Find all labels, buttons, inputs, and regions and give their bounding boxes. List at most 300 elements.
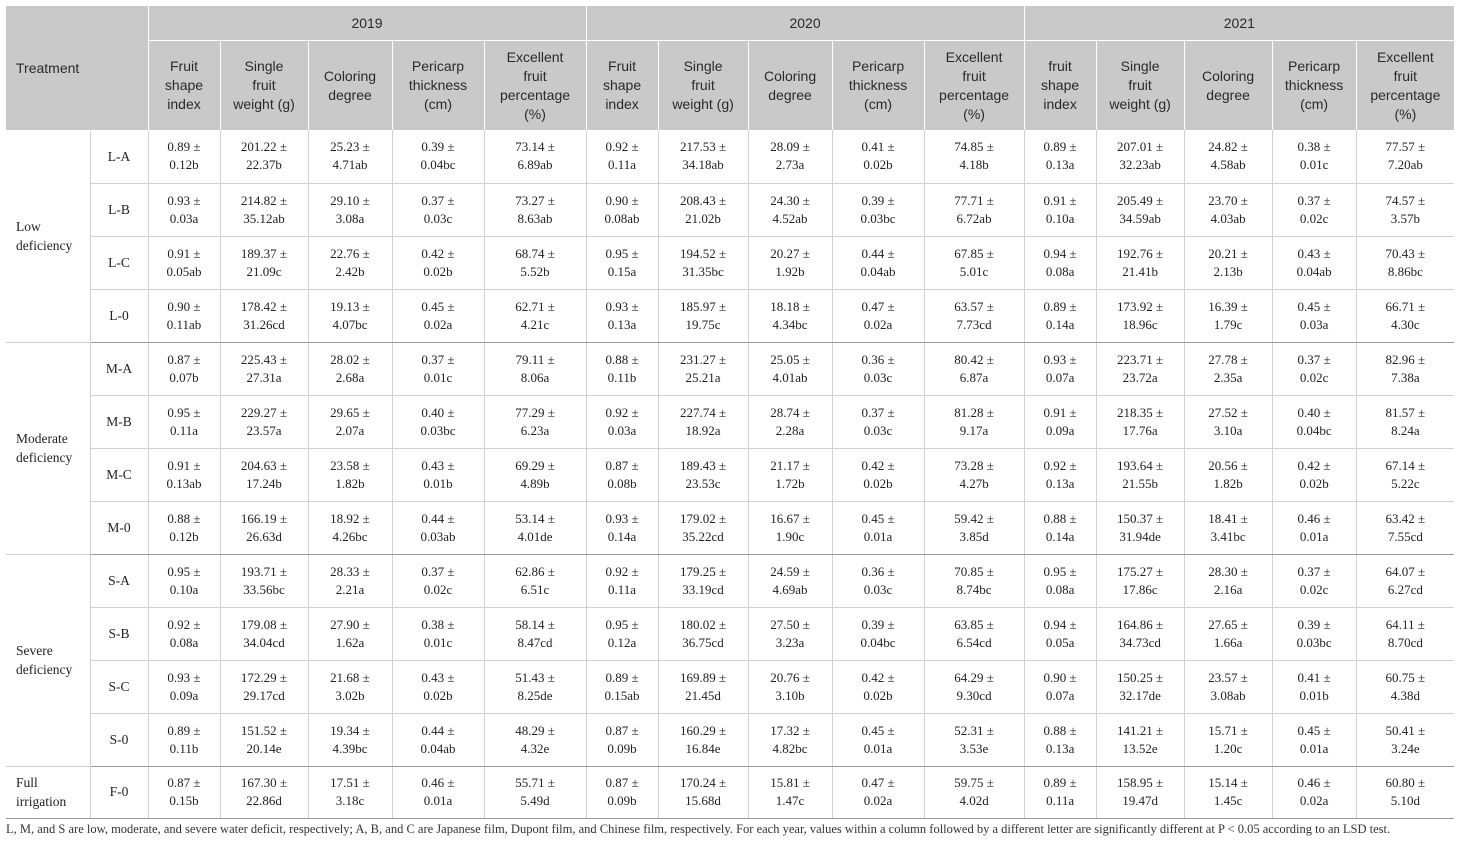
mean-value: 0.95 ± (605, 616, 639, 632)
group-label (6, 766, 90, 818)
value-cell (586, 289, 658, 342)
sd-value: 22.37b (246, 157, 282, 173)
value-cell (1024, 130, 1096, 183)
column-header-line: Coloring (763, 67, 817, 84)
mean-value: 82.96 ± (1385, 351, 1426, 367)
value-cell (148, 660, 220, 713)
value-cell (484, 448, 586, 501)
mean-value: 0.43 ± (421, 669, 455, 685)
sd-value: 8.70cd (1387, 634, 1423, 650)
sd-value: 8.74bc (956, 581, 992, 597)
value-cell (484, 713, 586, 766)
mean-value: 189.43 ± (679, 457, 727, 473)
value-cell (1024, 289, 1096, 342)
sd-value: 0.03bc (860, 210, 896, 226)
mean-value: 0.46 ± (1297, 775, 1331, 790)
value-cell (1184, 448, 1272, 501)
sd-value: 3.41bc (1210, 528, 1246, 544)
value-cell (308, 236, 392, 289)
sd-value: 8.06a (520, 369, 550, 385)
value-cell (1356, 183, 1454, 236)
sd-value: 0.04bc (420, 157, 456, 173)
sd-value: 0.05ab (166, 263, 202, 279)
mean-value: 0.95 ± (1043, 563, 1077, 579)
sd-value: 6.27cd (1387, 581, 1423, 597)
mean-value: 170.24 ± (679, 775, 727, 790)
value-cell (1184, 130, 1272, 183)
sd-value: 0.13a (1045, 740, 1075, 756)
mean-value: 19.34 ± (330, 722, 370, 738)
value-cell (308, 448, 392, 501)
table-row (6, 501, 1454, 554)
mean-value: 23.57 ± (1208, 669, 1248, 685)
sd-value: 0.11b (169, 740, 199, 756)
sd-value: 1.20c (1213, 740, 1243, 756)
value-cell (658, 395, 748, 448)
sd-value: 32.23ab (1119, 157, 1161, 173)
sd-value: 0.02a (863, 793, 893, 808)
sd-value: 27.31a (246, 369, 282, 385)
value-cell (148, 289, 220, 342)
sd-value: 0.01c (423, 369, 453, 385)
column-header-row (6, 41, 1454, 131)
sd-value: 3.08ab (1210, 687, 1246, 703)
sd-value: 1.62a (335, 634, 365, 650)
value-cell (1184, 607, 1272, 660)
sd-value: 4.39bc (332, 740, 368, 756)
table-footnote: L, M, and S are low, moderate, and severe water deficit, respectively; A, B, and C are Japanese film, Dupont film, and Chinese film, respectively. For each year, values within a column followed by a different letter are significantly different at P < 0.05 according to an LSD test. (6, 822, 1391, 836)
mean-value: 80.42 ± (954, 351, 994, 367)
sd-value: 1.79c (1213, 316, 1243, 332)
sd-value: 19.75c (685, 316, 721, 332)
sd-value: 0.02a (423, 316, 453, 332)
sd-value: 33.19cd (682, 581, 724, 597)
sd-value: 9.30cd (956, 687, 992, 703)
value-cell (392, 342, 484, 395)
value-cell (220, 289, 308, 342)
mean-value: 28.02 ± (330, 351, 370, 367)
sd-value: 0.01c (1299, 157, 1329, 173)
mean-value: 15.71 ± (1208, 722, 1248, 738)
sd-value: 7.55cd (1387, 528, 1423, 544)
sd-value: 8.25de (517, 687, 553, 703)
sd-value: 4.58ab (1210, 157, 1246, 173)
mean-value: 225.43 ± (240, 351, 288, 367)
sd-value: 0.07a (1045, 687, 1075, 703)
sd-value: 31.35bc (682, 263, 724, 279)
mean-value: 28.74 ± (770, 404, 810, 420)
mean-value: 194.52 ± (679, 245, 727, 261)
value-cell (832, 554, 924, 607)
value-cell (220, 395, 308, 448)
mean-value: 17.32 ± (770, 722, 810, 738)
sd-value: 8.63ab (517, 210, 553, 226)
value-cell (1024, 183, 1096, 236)
group-label-line: deficiency (16, 662, 73, 677)
value-cell (484, 501, 586, 554)
sd-value: 5.52b (520, 263, 550, 279)
mean-value: 217.53 ± (679, 139, 727, 155)
sd-value: 0.03c (863, 581, 893, 597)
sd-value: 23.72a (1122, 369, 1158, 385)
mean-value: 179.02 ± (679, 510, 727, 526)
mean-value: 0.40 ± (421, 404, 455, 420)
value-cell (832, 342, 924, 395)
column-header-line: Excellent (1376, 48, 1434, 65)
value-cell (832, 766, 924, 818)
table-row (6, 395, 1454, 448)
sd-value: 0.12b (169, 528, 199, 544)
value-cell (308, 766, 392, 818)
table-row (6, 660, 1454, 713)
sd-value: 2.21a (335, 581, 365, 597)
sd-value: 0.13a (1045, 157, 1075, 173)
sd-value: 0.15b (169, 793, 199, 808)
sd-value: 2.13b (1213, 263, 1243, 279)
value-cell (924, 236, 1024, 289)
mean-value: 66.71 ± (1385, 298, 1426, 314)
value-cell (586, 501, 658, 554)
mean-value: 67.85 ± (954, 245, 994, 261)
mean-value: 0.91 ± (1043, 404, 1077, 420)
value-cell (586, 766, 658, 818)
value-cell (748, 236, 832, 289)
sd-value: 0.15a (607, 263, 637, 279)
mean-value: 27.52 ± (1208, 404, 1248, 420)
value-cell (484, 766, 586, 818)
mean-value: 150.37 ± (1117, 510, 1164, 526)
value-cell (220, 236, 308, 289)
value-cell (924, 130, 1024, 183)
sd-value: 21.02b (685, 210, 721, 226)
column-header-line: (cm) (864, 96, 893, 112)
sd-value: 0.14a (607, 528, 637, 544)
sd-value: 4.52ab (772, 210, 808, 226)
column-header-line: weight (g) (233, 96, 295, 112)
value-cell (1096, 660, 1184, 713)
sd-value: 8.47cd (517, 634, 553, 650)
mean-value: 231.27 ± (679, 351, 727, 367)
sd-value: 4.02d (959, 793, 989, 808)
value-cell (1272, 766, 1356, 818)
sd-value: 4.34bc (772, 316, 808, 332)
sd-value: 0.05a (1045, 634, 1075, 650)
mean-value: 201.22 ± (240, 139, 288, 155)
value-cell (832, 660, 924, 713)
sd-value: 3.24e (1391, 740, 1420, 756)
sd-value: 15.68d (685, 793, 721, 808)
mean-value: 24.59 ± (770, 563, 810, 579)
value-cell (1096, 236, 1184, 289)
mean-value: 0.89 ± (605, 669, 639, 685)
mean-value: 24.82 ± (1208, 139, 1248, 155)
mean-value: 0.45 ± (1297, 722, 1331, 738)
group-label-line: Moderate (16, 431, 68, 446)
sd-value: 4.82bc (772, 740, 808, 756)
sd-value: 23.53c (685, 475, 721, 491)
mean-value: 0.91 ± (1043, 192, 1077, 208)
mean-value: 51.43 ± (515, 669, 555, 685)
value-cell (1096, 448, 1184, 501)
value-cell (148, 130, 220, 183)
sd-value: 0.13a (607, 316, 637, 332)
table-row (6, 766, 1454, 818)
sd-value: 4.21c (520, 316, 550, 332)
column-header-line: thickness (848, 77, 908, 93)
value-cell (308, 501, 392, 554)
value-cell (484, 236, 586, 289)
value-cell (1272, 395, 1356, 448)
sd-value: 0.13a (1045, 475, 1075, 491)
sd-value: 1.72b (775, 475, 805, 491)
mean-value: 15.14 ± (1208, 775, 1248, 790)
value-cell (148, 236, 220, 289)
column-header-line: thickness (408, 77, 468, 93)
mean-value: 27.78 ± (1208, 351, 1248, 367)
value-cell (658, 554, 748, 607)
mean-value: 0.93 ± (605, 510, 639, 526)
value-cell (1024, 554, 1096, 607)
sd-value: 0.02c (1299, 210, 1329, 226)
column-header-line: (%) (963, 105, 985, 122)
column-header-line: weight (g) (672, 96, 734, 112)
mean-value: 193.71 ± (240, 563, 288, 579)
value-cell (924, 660, 1024, 713)
mean-value: 0.94 ± (1043, 616, 1077, 632)
mean-value: 214.82 ± (240, 192, 288, 208)
mean-value: 0.88 ± (605, 351, 639, 367)
treatment-code: S-B (90, 607, 148, 660)
mean-value: 27.50 ± (770, 616, 810, 632)
column-header (1272, 41, 1356, 131)
mean-value: 0.92 ± (167, 616, 201, 632)
mean-value: 0.47 ± (861, 298, 895, 314)
value-cell (1356, 766, 1454, 818)
table-row (6, 236, 1454, 289)
sd-value: 0.04bc (1296, 422, 1332, 438)
mean-value: 70.85 ± (954, 563, 994, 579)
value-cell (658, 183, 748, 236)
column-header-line: Pericarp (411, 58, 465, 74)
mean-value: 173.92 ± (1117, 298, 1164, 314)
treatment-code: M-B (90, 395, 148, 448)
mean-value: 64.11 ± (1385, 616, 1425, 632)
value-cell (924, 395, 1024, 448)
sd-value: 21.41b (1122, 263, 1158, 279)
value-cell (748, 395, 832, 448)
value-cell (1184, 342, 1272, 395)
value-cell (392, 607, 484, 660)
column-header (748, 41, 832, 131)
treatment-code: M-A (90, 342, 148, 395)
table-body (6, 130, 1454, 818)
value-cell (392, 660, 484, 713)
value-cell (1096, 342, 1184, 395)
value-cell (658, 713, 748, 766)
column-header-line: Pericarp (1288, 58, 1341, 74)
mean-value: 229.27 ± (240, 404, 288, 420)
value-cell (1272, 289, 1356, 342)
mean-value: 73.14 ± (515, 139, 555, 155)
value-cell (308, 713, 392, 766)
value-cell (1356, 554, 1454, 607)
sd-value: 0.08b (607, 475, 637, 491)
value-cell (220, 448, 308, 501)
column-header-line: fruit (962, 67, 986, 84)
mean-value: 0.39 ± (861, 616, 895, 632)
sd-value: 3.10b (775, 687, 805, 703)
sd-value: 18.92a (685, 422, 721, 438)
column-header-line: Excellent (945, 48, 1003, 65)
mean-value: 0.88 ± (1043, 722, 1077, 738)
mean-value: 60.80 ± (1385, 775, 1426, 790)
sd-value: 0.10a (1045, 210, 1075, 226)
sd-value: 0.01b (423, 475, 453, 491)
mean-value: 64.29 ± (954, 669, 994, 685)
table-header (6, 6, 1454, 130)
mean-value: 27.90 ± (330, 616, 370, 632)
value-cell (148, 713, 220, 766)
mean-value: 178.42 ± (240, 298, 288, 314)
value-cell (832, 236, 924, 289)
mean-value: 0.38 ± (421, 616, 455, 632)
value-cell (148, 448, 220, 501)
value-cell (586, 713, 658, 766)
mean-value: 179.08 ± (240, 616, 288, 632)
mean-value: 21.68 ± (330, 669, 370, 685)
mean-value: 0.93 ± (605, 298, 639, 314)
value-cell (586, 660, 658, 713)
value-cell (748, 448, 832, 501)
column-header-line: shape (602, 77, 642, 93)
sd-value: 0.02b (863, 687, 893, 703)
value-cell (586, 236, 658, 289)
value-cell (1184, 660, 1272, 713)
group-label (6, 130, 90, 342)
sd-value: 0.07b (169, 369, 199, 385)
treatment-code: L-A (90, 130, 148, 183)
sd-value: 0.15ab (604, 687, 640, 703)
sd-value: 33.56bc (243, 581, 285, 597)
mean-value: 0.36 ± (861, 351, 895, 367)
value-cell (484, 395, 586, 448)
sd-value: 1.82b (1213, 475, 1243, 491)
mean-value: 167.30 ± (240, 775, 288, 790)
mean-value: 15.81 ± (770, 775, 810, 790)
mean-value: 59.75 ± (954, 775, 994, 790)
value-cell (924, 342, 1024, 395)
value-cell (1356, 607, 1454, 660)
mean-value: 169.89 ± (679, 669, 727, 685)
value-cell (658, 130, 748, 183)
value-cell (308, 607, 392, 660)
column-header-line: Coloring (1202, 67, 1255, 84)
column-header (1184, 41, 1272, 131)
column-header-line: Single (244, 58, 284, 74)
value-cell (484, 289, 586, 342)
mean-value: 0.37 ± (1297, 351, 1331, 367)
mean-value: 0.90 ± (1043, 669, 1077, 685)
mean-value: 175.27 ± (1117, 563, 1164, 579)
sd-value: 34.73cd (1119, 634, 1161, 650)
column-header-line: percentage (939, 86, 1010, 103)
value-cell (658, 766, 748, 818)
treatment-code: L-B (90, 183, 148, 236)
sd-value: 0.09a (1045, 422, 1075, 438)
value-cell (924, 289, 1024, 342)
value-cell (832, 395, 924, 448)
sd-value: 0.02a (1299, 793, 1329, 808)
group-label (6, 554, 90, 766)
mean-value: 0.42 ± (861, 669, 895, 685)
sd-value: 2.07a (335, 422, 365, 438)
value-cell (1356, 448, 1454, 501)
sd-value: 35.22cd (682, 528, 724, 544)
mean-value: 0.39 ± (421, 139, 455, 155)
value-cell (1024, 607, 1096, 660)
value-cell (392, 448, 484, 501)
mean-value: 81.28 ± (954, 404, 994, 420)
group-label-line: Full (16, 775, 38, 790)
value-cell (220, 713, 308, 766)
sd-value: 0.03a (169, 210, 199, 226)
mean-value: 68.74 ± (515, 245, 555, 261)
sd-value: 7.73cd (956, 316, 992, 332)
sd-value: 0.02b (423, 263, 453, 279)
mean-value: 73.28 ± (954, 457, 994, 473)
sd-value: 8.86bc (1387, 263, 1423, 279)
value-cell (748, 607, 832, 660)
table-row (6, 607, 1454, 660)
sd-value: 2.73a (775, 157, 805, 173)
mean-value: 0.45 ± (1297, 298, 1331, 314)
mean-value: 0.41 ± (1297, 669, 1331, 685)
sd-value: 17.86c (1122, 581, 1158, 597)
mean-value: 223.71 ± (1117, 351, 1164, 367)
value-cell (924, 501, 1024, 554)
mean-value: 0.87 ± (167, 775, 201, 790)
value-cell (1272, 501, 1356, 554)
sd-value: 7.38a (1391, 369, 1420, 385)
group-label-line: deficiency (16, 238, 73, 253)
sd-value: 16.84e (685, 740, 721, 756)
value-cell (586, 342, 658, 395)
value-cell (220, 342, 308, 395)
mean-value: 193.64 ± (1117, 457, 1164, 473)
sd-value: 5.10d (1390, 793, 1420, 808)
sd-value: 4.01de (517, 528, 553, 544)
mean-value: 27.65 ± (1208, 616, 1248, 632)
mean-value: 69.29 ± (515, 457, 555, 473)
mean-value: 63.85 ± (954, 616, 994, 632)
group-label-line: Severe (16, 643, 53, 658)
sd-value: 3.18c (335, 793, 365, 808)
sd-value: 4.32e (520, 740, 550, 756)
value-cell (392, 289, 484, 342)
value-cell (1272, 448, 1356, 501)
mean-value: 20.76 ± (770, 669, 810, 685)
value-cell (1272, 236, 1356, 289)
column-header-line: degree (1206, 86, 1250, 103)
sd-value: 31.26cd (243, 316, 285, 332)
sd-value: 20.14e (246, 740, 282, 756)
value-cell (1184, 289, 1272, 342)
sd-value: 0.11a (1046, 793, 1075, 808)
value-cell (1024, 395, 1096, 448)
mean-value: 0.43 ± (1297, 245, 1331, 261)
mean-value: 53.14 ± (515, 510, 555, 526)
value-cell (1272, 607, 1356, 660)
